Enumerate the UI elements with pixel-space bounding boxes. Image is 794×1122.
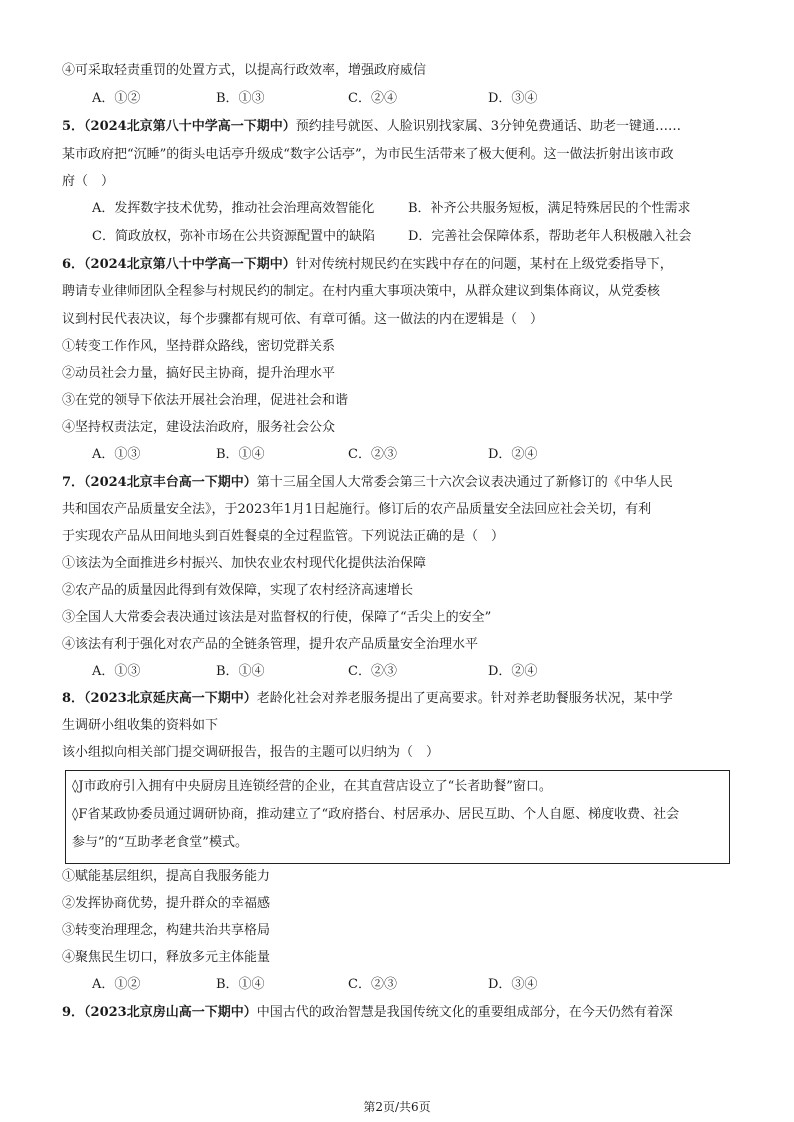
option-c: C．②③ (348, 664, 397, 679)
statement-3: ③转变治理理念，构建共治共享格局 (62, 923, 271, 938)
question-6-line-1 (62, 256, 673, 274)
statement-1: ①转变工作作风，坚持群众路线，密切党群关系 (62, 339, 336, 354)
statement-2: ②农产品的质量因此得到有效保障，实现了农村经济高速增长 (62, 583, 414, 598)
option-d: D．③④ (488, 977, 538, 992)
question-source: （2024北京第八十中学高一下期中） (84, 119, 296, 134)
question-9-line-1 (62, 1004, 673, 1022)
option-c: C．②③ (348, 977, 397, 992)
option-d: D．②④ (488, 447, 538, 462)
option-b: B．补齐公共服务短板，满足特殊居民的个性需求 (408, 201, 691, 216)
option-d: D．完善社会保障体系，帮助老年人积极融入社会 (408, 229, 692, 244)
statement-4: ④该法有利于强化对农产品的全链条管理，提升农产品质量安全治理水平 (62, 637, 479, 652)
option-c: C．②④ (348, 91, 397, 106)
question-6-line-2: 聘请专业律师团队全程参与村规民约的制定。在村内重大事项决策中，从群众建议到集体商议，从党委核 (62, 284, 661, 299)
question-number: 9． (62, 1005, 85, 1020)
option-a: A．①③ (92, 447, 141, 462)
question-8-line-2: 生调研小组收集的资料如下 (62, 718, 219, 733)
option-b: B．①③ (216, 91, 265, 106)
option-b: B．①④ (216, 977, 265, 992)
question-8-line-3: 该小组拟向相关部门提交调研报告，报告的主题可以归纳为（ ） (62, 745, 440, 760)
option-4-text: ④可采取轻责重罚的处置方式，以提高行政效率，增强政府威信 (62, 63, 427, 78)
option-d: D．③④ (488, 91, 538, 106)
question-text: 预约挂号就医、人脸识别找家属、3分钟免费通话、助老一键通…… (295, 119, 682, 134)
statement-3: ③在党的领导下依法开展社会治理，促进社会和谐 (62, 393, 349, 408)
question-7-line-3: 于实现农产品从田间地头到百姓餐桌的全过程监管。下列说法正确的是（ ） (62, 529, 505, 544)
material-line-1: ◊J市政府引入拥有中央厨房且连锁经营的企业，在其直营店设立了“长者助餐”窗口。 (72, 779, 552, 794)
question-source: （2024北京丰台高一下期中） (84, 475, 257, 490)
question-text: 针对传统村规民约在实践中存在的问题，某村在上级党委指导下， (295, 257, 673, 272)
question-8-line-1 (62, 690, 673, 708)
option-d: D．②④ (488, 664, 538, 679)
question-6-line-3: 议到村民代表决议，每个步骤都有规可依、有章可循。这一做法的内在逻辑是（ ） (62, 312, 544, 327)
page-footer: 第2页/共6页 (363, 1100, 431, 1114)
statement-4: ④聚焦民生切口，释放多元主体能量 (62, 950, 271, 965)
statement-4: ④坚持权责法定，建设法治政府，服务社会公众 (62, 420, 336, 435)
question-number: 7． (62, 475, 85, 490)
question-text: 第十三届全国人大常委会第三十六次会议表决通过了新修订的《中华人民 (256, 475, 673, 490)
question-source: （2024北京第八十中学高一下期中） (84, 257, 296, 272)
question-number: 8． (62, 691, 85, 706)
question-5-line-3: 府（ ） (62, 174, 115, 189)
question-5-line-2: 某市政府把“沉睡”的街头电话亭升级成“数字公话亭”，为市民生活带来了极大便利。这一做法折射出该市政 (62, 147, 674, 162)
option-a: A．①② (92, 977, 141, 992)
option-c: C．②③ (348, 447, 397, 462)
option-c: C．简政放权，弥补市场在公共资源配置中的缺陷 (92, 229, 375, 244)
option-a: A．①③ (92, 664, 141, 679)
question-text: 中国古代的政治智慧是我国传统文化的重要组成部分，在今天仍然有着深 (256, 1005, 673, 1020)
option-b: B．①④ (216, 447, 265, 462)
question-source: （2023北京房山高一下期中） (84, 1005, 257, 1020)
question-7-line-2: 共和国农产品质量安全法》，于2023年1月1日起施行。修订后的农产品质量安全法回应社会关切，有利 (62, 502, 652, 517)
statement-2: ②动员社会力量，搞好民主协商，提升治理水平 (62, 366, 336, 381)
option-b: B．①④ (216, 664, 265, 679)
material-line-2: ◊F省某政协委员通过调研协商，推动建立了“政府搭台、村居承办、居民互助、个人自愿、梯度收费、社会 (72, 807, 680, 822)
question-7-line-1 (62, 474, 673, 492)
question-number: 6． (62, 257, 85, 272)
statement-2: ②发挥协商优势，提升群众的幸福感 (62, 896, 271, 911)
question-5-line-1 (62, 118, 681, 136)
question-text: 老龄化社会对养老服务提出了更高要求。针对养老助餐服务状况，某中学 (256, 691, 673, 706)
statement-3: ③全国人大常委会表决通过该法是对监督权的行使，保障了“舌尖上的安全” (62, 610, 492, 625)
statement-1: ①该法为全面推进乡村振兴、加快农业农村现代化提供法治保障 (62, 556, 427, 571)
question-source: （2023北京延庆高一下期中） (84, 691, 257, 706)
question-number: 5． (62, 119, 85, 134)
option-a: A．①② (92, 91, 141, 106)
statement-1: ①赋能基层组织，提高自我服务能力 (62, 869, 271, 884)
material-line-3: 参与”的“互助孝老食堂”模式。 (72, 835, 248, 850)
option-a: A．发挥数字技术优势，推动社会治理高效智能化 (92, 201, 375, 216)
